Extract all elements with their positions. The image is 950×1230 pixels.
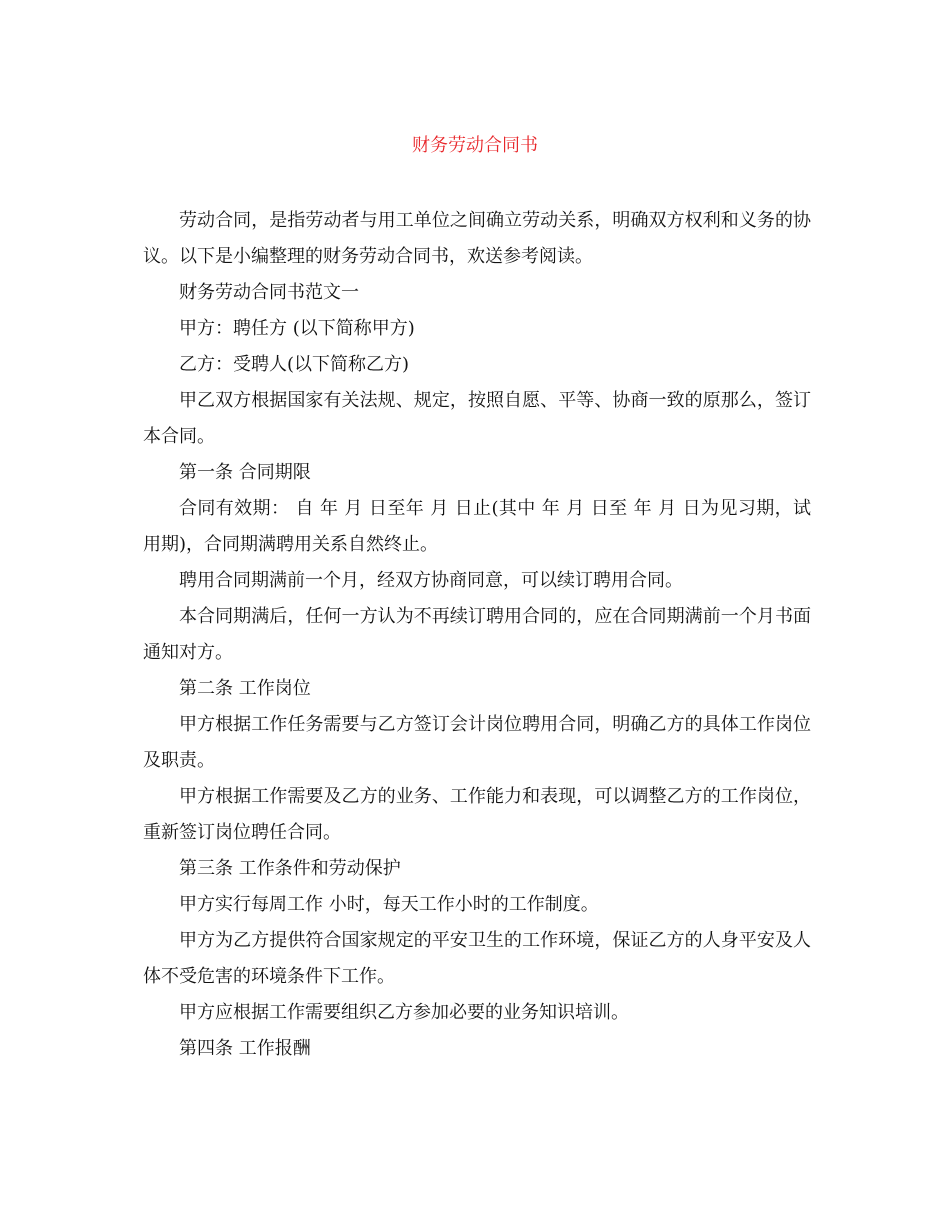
paragraph: 财务劳动合同书范文一 [179, 282, 359, 303]
section-heading: 第二条 工作岗位 [179, 678, 311, 699]
paragraph: 乙方：受聘人(以下简称乙方) [179, 354, 410, 375]
paragraph: 甲方：聘任方 (以下简称甲方) [179, 318, 415, 339]
page-title: 财务劳动合同书 [412, 135, 538, 156]
paragraph: 聘用合同期满前一个月，经双方协商同意，可以续订聘用合同。 [179, 570, 683, 591]
paragraph: 甲方实行每周工作 小时，每天工作小时的工作制度。 [179, 894, 599, 915]
paragraph: 甲乙双方根据国家有关法规、规定，按照自愿、平等、协商一致的原那么，签订本合同。 [143, 390, 811, 447]
paragraph: 合同有效期： 自 年 月 日至年 月 日止(其中 年 月 日至 年 月 日为见习期，试用期)，合同期满聘用关系自然终止。 [143, 498, 811, 555]
paragraph: 本合同期满后，任何一方认为不再续订聘用合同的，应在合同期满前一个月书面通知对方。 [143, 606, 811, 663]
paragraph: 甲方为乙方提供符合国家规定的平安卫生的工作环境，保证乙方的人身平安及人体不受危害的环境条件下工作。 [143, 930, 811, 987]
paragraph: 劳动合同，是指劳动者与用工单位之间确立劳动关系，明确双方权利和义务的协议。以下是小编整理的财务劳动合同书，欢送参考阅读。 [143, 210, 811, 267]
paragraph: 甲方根据工作需要及乙方的业务、工作能力和表现，可以调整乙方的工作岗位，重新签订岗位聘任合同。 [143, 786, 811, 843]
paragraph: 甲方根据工作任务需要与乙方签订会计岗位聘用合同，明确乙方的具体工作岗位及职责。 [143, 714, 811, 771]
paragraph: 甲方应根据工作需要组织乙方参加必要的业务知识培训。 [179, 1002, 629, 1023]
section-heading: 第一条 合同期限 [179, 462, 311, 483]
section-heading: 第三条 工作条件和劳动保护 [179, 858, 401, 879]
section-heading: 第四条 工作报酬 [179, 1038, 311, 1059]
